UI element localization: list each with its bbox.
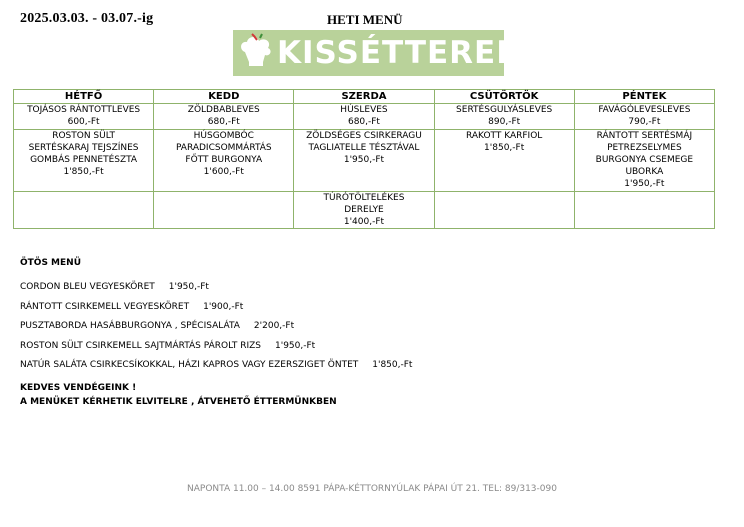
day-header: SZERDA bbox=[294, 90, 434, 104]
guest-notice bbox=[20, 381, 337, 409]
menu-cell bbox=[14, 104, 154, 130]
menu-row bbox=[14, 130, 715, 192]
menu-cell bbox=[574, 130, 714, 192]
dish-line: 1'950,-Ft bbox=[343, 155, 385, 165]
page-title: HETI MENÜ bbox=[327, 12, 403, 27]
notice-greeting: KEDVES VENDÉGEINK ! bbox=[20, 383, 137, 393]
menu-item-price: 2'200,-Ft bbox=[253, 321, 295, 331]
menu-cell bbox=[434, 192, 574, 229]
notice-takeaway: A MENÜKET KÉRHETIK ELVITELRE , ÁTVEHETŐ ÉTTERMÜNKBEN bbox=[20, 397, 337, 407]
dish-line: DERELYE bbox=[344, 205, 384, 215]
dish-line: RÁNTOTT SERTÉSMÁJ bbox=[596, 131, 693, 141]
footer-contact: NAPONTA 11.00 – 14.00 8591 PÁPA-KÉTTORNYÚLAK PÁPAI ÚT 21. TEL: 89/313-090 bbox=[187, 484, 557, 494]
menu-cell bbox=[294, 130, 434, 192]
date-range: 2025.03.03. - 03.07.-ig bbox=[20, 11, 154, 26]
fixed-menu-item bbox=[20, 360, 412, 370]
menu-cell bbox=[294, 192, 434, 229]
fixed-menu-section bbox=[20, 258, 412, 380]
weekly-menu-table bbox=[13, 89, 715, 229]
restaurant-logo bbox=[233, 30, 529, 76]
menu-row bbox=[14, 192, 715, 229]
dish-line: 890,-Ft bbox=[488, 117, 521, 127]
menu-cell bbox=[154, 192, 294, 229]
dish-line: FŐTT BURGONYA bbox=[185, 155, 263, 165]
menu-item-name: NATÚR SALÁTA CSIRKECSÍKOKKAL, HÁZI KAPROS VAGY EZERSZIGET ÖNTET bbox=[20, 360, 359, 370]
menu-item-price: 1'850,-Ft bbox=[372, 360, 413, 370]
menu-item-name: PUSZTABORDA HASÁBBURGONYA , SPÉCISALÁTA bbox=[20, 321, 240, 331]
fixed-menu-item bbox=[20, 282, 412, 292]
menu-cell bbox=[14, 192, 154, 229]
menu-cell bbox=[154, 104, 294, 130]
dish-line: SERTÉSKARAJ TEJSZÍNES bbox=[28, 143, 139, 153]
dish-line: 600,-Ft bbox=[67, 117, 100, 127]
dish-line: 1'600,-Ft bbox=[203, 167, 244, 177]
chef-hat-icon bbox=[233, 30, 279, 76]
dish-line: ROSTON SÜLT bbox=[52, 131, 115, 141]
dish-line: PARADICSOMMÁRTÁS bbox=[175, 143, 272, 153]
dish-line: 790,-Ft bbox=[628, 117, 661, 127]
dish-line: ZÖLDBABLEVES bbox=[187, 105, 260, 115]
menu-item-name: CORDON BLEU VEGYESKÖRET bbox=[20, 282, 155, 292]
dish-line: 680,-Ft bbox=[207, 117, 240, 127]
dish-line: SERTÉSGULYÁSLEVES bbox=[456, 105, 553, 115]
menu-item-name: ROSTON SÜLT CSIRKEMELL SAJTMÁRTÁS PÁROLT RIZS bbox=[20, 340, 261, 351]
dish-line: 1'950,-Ft bbox=[624, 179, 665, 189]
day-header: KEDD bbox=[154, 90, 294, 104]
day-header-row bbox=[14, 90, 715, 104]
fixed-menu-item bbox=[20, 341, 412, 351]
dish-line: RAKOTT KARFIOL bbox=[465, 131, 543, 141]
menu-item-price: 1'950,-Ft bbox=[168, 282, 209, 292]
dish-line: GOMBÁS PENNETÉSZTA bbox=[30, 155, 138, 165]
dish-line: PETREZSELYMES bbox=[607, 143, 682, 153]
menu-item-name: RÁNTOTT CSIRKEMELL VEGYESKÖRET bbox=[20, 301, 190, 312]
logo-wordmark: KISSÉTTEREM bbox=[277, 35, 529, 71]
menu-row bbox=[14, 104, 715, 130]
dish-line: FAVÁGÓLEVESLEVES bbox=[598, 105, 691, 115]
dish-line: 1'400,-Ft bbox=[343, 217, 385, 227]
dish-line: UBORKA bbox=[625, 167, 664, 177]
menu-cell bbox=[574, 104, 714, 130]
fixed-menu-item bbox=[20, 321, 412, 331]
dish-line: 1'850,-Ft bbox=[484, 143, 525, 153]
menu-cell bbox=[14, 130, 154, 192]
dish-line: BURGONYA CSEMEGE bbox=[595, 155, 694, 165]
menu-cell bbox=[434, 104, 574, 130]
menu-cell bbox=[434, 130, 574, 192]
dish-line: TÚRÓTÖLTELÉKES bbox=[323, 193, 405, 203]
dish-line: HÚSLEVES bbox=[340, 105, 388, 115]
menu-item-price: 1'950,-Ft bbox=[275, 340, 316, 351]
dish-line: TAGLIATELLE TÉSZTÁVAL bbox=[308, 143, 420, 153]
fixed-menu-item bbox=[20, 302, 412, 312]
menu-cell bbox=[154, 130, 294, 192]
menu-cell bbox=[574, 192, 714, 229]
dish-line: HÚSGOMBÓC bbox=[193, 131, 254, 141]
day-header: CSÜTÖRTÖK bbox=[434, 90, 574, 104]
menu-cell bbox=[294, 104, 434, 130]
day-header: HÉTFŐ bbox=[14, 90, 154, 104]
dish-line: TOJÁSOS RÁNTOTTLEVES bbox=[27, 105, 141, 115]
menu-item-price: 1'900,-Ft bbox=[203, 301, 244, 312]
dish-line: 680,-Ft bbox=[347, 117, 380, 127]
day-header: PÉNTEK bbox=[574, 90, 714, 104]
fixed-menu-heading: ÖTÖS MENÜ bbox=[20, 258, 82, 268]
dish-line: ZÖLDSÉGES CSIRKERAGU bbox=[306, 131, 422, 141]
dish-line: 1'850,-Ft bbox=[63, 167, 104, 177]
